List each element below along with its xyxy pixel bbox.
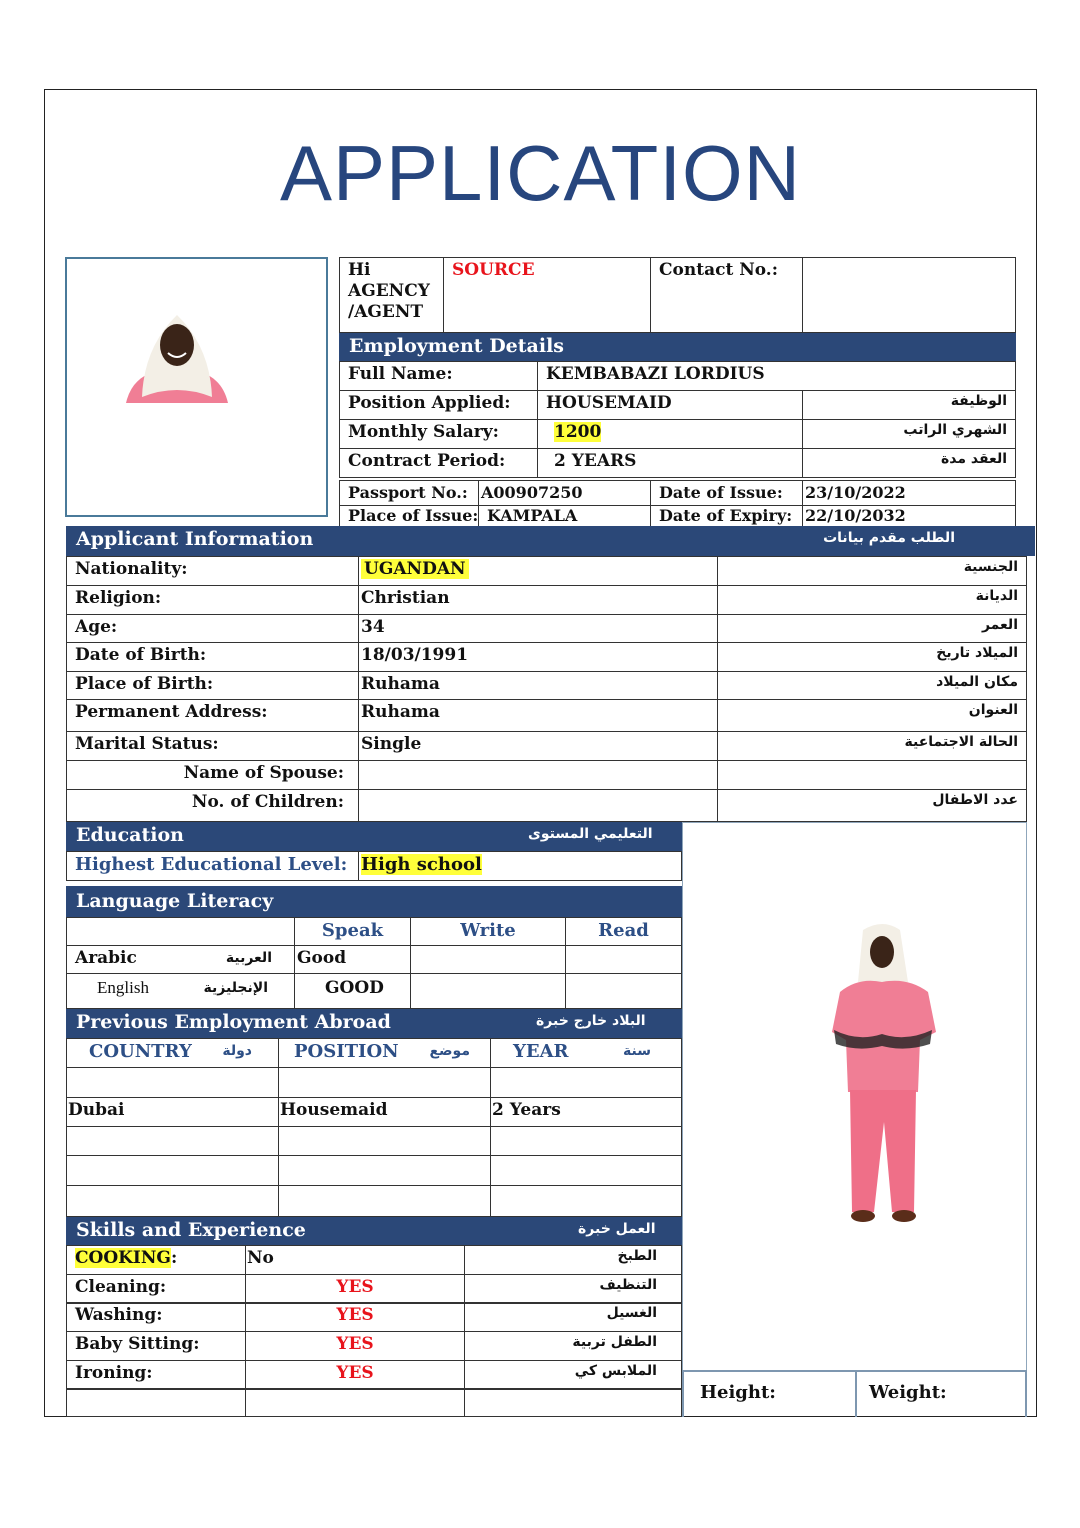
prev-row-blank-country	[66, 1067, 279, 1098]
applicant-label: Place of Birth:	[66, 671, 359, 700]
applicant-arabic: عدد الاطفال	[717, 789, 1027, 822]
prev-country-value: Dubai	[66, 1097, 279, 1127]
salary-arabic: الشهري الراتب	[802, 419, 1016, 449]
skill-label	[66, 1274, 246, 1304]
language-header: Language Literacy	[66, 886, 682, 917]
skill-empty-value	[245, 1388, 465, 1417]
previous-employment-header: Previous Employment Abroad البلاد خارج خبرة	[66, 1009, 682, 1038]
applicant-arabic: العمر	[717, 614, 1027, 643]
prev-year-value: 2 Years	[490, 1097, 682, 1127]
applicant-value	[358, 731, 718, 761]
applicant-value-text: 18/03/1991	[361, 645, 469, 665]
applicant-label: Permanent Address:	[66, 699, 359, 732]
position-label: Position Applied:	[339, 390, 538, 420]
skill-value: YES	[245, 1331, 465, 1361]
salary-cell	[537, 419, 803, 449]
prev-row-empty	[278, 1185, 491, 1217]
col-speak: Speak	[294, 917, 411, 946]
applicant-label: Age:	[66, 614, 359, 643]
skill-label-text: Washing:	[75, 1305, 163, 1325]
salary-label: Monthly Salary:	[339, 419, 538, 449]
lang-arabic-speak: Good	[294, 945, 411, 974]
applicant-value	[358, 642, 718, 672]
contact-value-cell	[802, 257, 1016, 333]
education-level-label: Highest Educational Level:	[66, 851, 359, 881]
skill-label-text: Ironing:	[75, 1363, 153, 1383]
col-year-ar: سنة	[623, 1043, 651, 1059]
passport-no-label: Passport No.:	[339, 480, 479, 506]
skill-label-text: COOKING	[75, 1248, 171, 1268]
col-year: YEAR سنة	[490, 1038, 682, 1068]
prev-row-empty	[278, 1155, 491, 1186]
lang-english-label: English الإنجليزية	[66, 973, 295, 1009]
applicant-header: Applicant Information الطلب مقدم بيانات	[66, 526, 1035, 556]
skill-value: YES	[245, 1302, 465, 1332]
col-write: Write	[410, 917, 566, 946]
source-cell	[443, 257, 651, 333]
contract-value: 2 YEARS	[537, 448, 803, 478]
applicant-value	[358, 760, 718, 790]
lang-english-ar: الإنجليزية	[203, 980, 268, 996]
skill-arabic: الملابس كي	[464, 1360, 682, 1390]
education-header: Education التعليمي المستوى	[66, 822, 682, 851]
applicant-arabic: مكان الميلاد	[717, 671, 1027, 700]
skill-arabic: الطفل تربية	[464, 1331, 682, 1361]
skill-label	[66, 1302, 246, 1332]
portrait-photo	[122, 307, 232, 405]
prev-row-empty	[278, 1126, 491, 1156]
col-position: POSITION موضع	[278, 1038, 491, 1068]
language-blank-head	[66, 917, 295, 946]
applicant-value-text: Ruhama	[361, 674, 440, 694]
applicant-value-text: Christian	[361, 588, 450, 608]
prev-row-empty	[490, 1185, 682, 1217]
skill-value: YES	[245, 1274, 465, 1304]
applicant-arabic: الجنسية	[717, 556, 1027, 586]
applicant-value	[358, 585, 718, 615]
applicant-arabic: الديانة	[717, 585, 1027, 615]
height-label: Height:	[682, 1370, 857, 1417]
full-name-value: KEMBABAZI LORDIUS	[537, 361, 1016, 391]
applicant-label: No. of Children:	[66, 789, 359, 822]
applicant-label: Marital Status:	[66, 731, 359, 761]
position-value: HOUSEMAID	[537, 390, 803, 420]
prev-position-value: Housemaid	[278, 1097, 491, 1127]
col-read: Read	[565, 917, 682, 946]
place-of-issue-label: Place of Issue:	[339, 505, 479, 527]
applicant-value-text: Single	[361, 734, 422, 754]
employment-header: Employment Details	[339, 333, 1016, 361]
applicant-value-text: UGANDAN	[361, 559, 469, 579]
position-arabic: الوظيفة	[802, 390, 1016, 420]
skill-arabic: التنظيف	[464, 1274, 682, 1304]
skill-label-text: Baby Sitting:	[75, 1334, 200, 1354]
place-of-issue-value: KAMPALA	[478, 505, 651, 527]
applicant-label: Date of Birth:	[66, 642, 359, 672]
education-header-arabic: التعليمي المستوى	[528, 826, 653, 842]
contact-label-cell: Contact No.:	[650, 257, 803, 333]
source-text: SOURCE	[452, 260, 535, 280]
lang-arabic-label: Arabic العربية	[66, 945, 295, 974]
col-position-ar: موضع	[429, 1043, 470, 1059]
applicant-value	[358, 556, 718, 586]
expiry-label: Date of Expiry:	[650, 505, 803, 527]
issue-date-label: Date of Issue:	[650, 480, 803, 506]
skill-label-text: Cleaning:	[75, 1277, 167, 1297]
salary-value: 1200	[554, 422, 602, 442]
applicant-value	[358, 789, 718, 822]
applicant-label: Religion:	[66, 585, 359, 615]
applicant-arabic	[717, 760, 1027, 790]
applicant-header-arabic: الطلب مقدم بيانات	[823, 530, 955, 546]
prev-row-empty	[490, 1126, 682, 1156]
contract-label: Contract Period:	[339, 448, 538, 478]
applicant-value	[358, 699, 718, 732]
skill-empty-arabic	[464, 1388, 682, 1417]
col-country-ar: دولة	[222, 1043, 252, 1059]
applicant-value	[358, 671, 718, 700]
applicant-arabic: الحالة الاجتماعية	[717, 731, 1027, 761]
prev-row-empty	[66, 1155, 279, 1186]
prev-row-empty	[490, 1155, 682, 1186]
contract-arabic: العقد مدة	[802, 448, 1016, 478]
col-country: COUNTRY دولة	[66, 1038, 279, 1068]
applicant-label: Nationality:	[66, 556, 359, 586]
skill-label	[66, 1360, 246, 1390]
lang-english-read	[565, 973, 682, 1009]
lang-arabic-read	[565, 945, 682, 974]
prev-row-empty	[66, 1185, 279, 1217]
skill-label	[66, 1331, 246, 1361]
skills-header: Skills and Experience العمل خبرة	[66, 1217, 682, 1245]
expiry-value: 22/10/2032	[802, 505, 1016, 527]
skill-empty-label	[66, 1388, 246, 1417]
lang-arabic-write	[410, 945, 566, 974]
skill-label: COOKING:	[66, 1245, 246, 1275]
page-title: APPLICATION	[279, 129, 801, 217]
education-level-cell	[358, 851, 682, 881]
applicant-arabic: الميلاد تاريخ	[717, 642, 1027, 672]
previous-header-arabic: البلاد خارج خبرة	[536, 1013, 646, 1029]
skill-arabic: الطبخ	[464, 1245, 682, 1275]
lang-english-speak: GOOD	[294, 973, 411, 1009]
full-body-photo	[828, 922, 938, 1224]
applicant-arabic: العنوان	[717, 699, 1027, 732]
skills-header-arabic: العمل خبرة	[578, 1221, 656, 1237]
agency-label-cell: Hi AGENCY /AGENT	[339, 257, 444, 333]
passport-no-value: A00907250	[478, 480, 651, 506]
applicant-value-text: 34	[361, 617, 385, 637]
lang-english-write	[410, 973, 566, 1009]
education-level-value: High school	[361, 854, 482, 875]
skill-arabic: الغسيل	[464, 1302, 682, 1332]
applicant-value-text: Ruhama	[361, 702, 440, 722]
prev-row-empty	[66, 1126, 279, 1156]
weight-label: Weight:	[855, 1370, 1027, 1417]
applicant-value	[358, 614, 718, 643]
prev-row-blank-year	[490, 1067, 682, 1098]
prev-row-blank-position	[278, 1067, 491, 1098]
applicant-label: Name of Spouse:	[66, 760, 359, 790]
skill-value: YES	[245, 1360, 465, 1390]
lang-arabic-ar: العربية	[225, 950, 272, 966]
portrait-photo-frame	[65, 257, 328, 517]
issue-date-value: 23/10/2022	[802, 480, 1016, 506]
full-name-label: Full Name:	[339, 361, 538, 391]
skill-value: No	[245, 1245, 465, 1275]
